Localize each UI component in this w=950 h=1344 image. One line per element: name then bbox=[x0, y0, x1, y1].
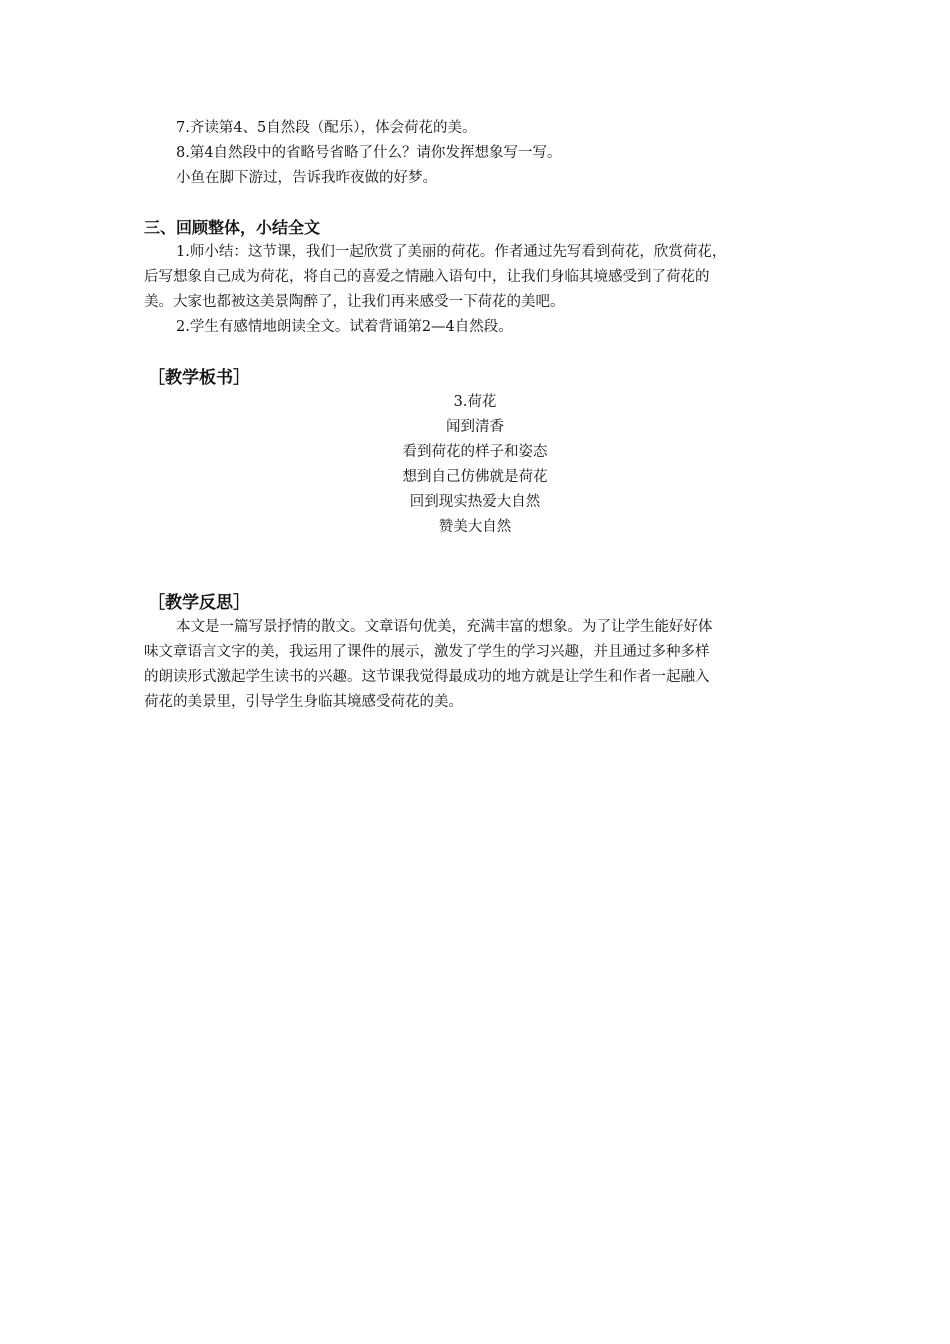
summary-item-2: 2.学生有感情地朗读全文。试着背诵第2—4自然段。 bbox=[176, 319, 513, 335]
reflection-line-4: 荷花的美景里，引导学生身临其境感受荷花的美。 bbox=[144, 694, 463, 710]
reflection-heading: ［教学反思］ bbox=[148, 593, 250, 613]
step-8-example: 小鱼在脚下游过，告诉我昨夜做的好梦。 bbox=[176, 170, 437, 186]
board-line-3: 看到荷花的样子和姿态 bbox=[402, 444, 548, 460]
reflection-line-2: 味文章语言文字的美，我运用了课件的展示，激发了学生的学习兴趣，并且通过多种多样 bbox=[144, 644, 710, 660]
step-7-text: 7.齐读第4、5自然段（配乐），体会荷花的美。 bbox=[176, 120, 477, 136]
board-line-6: 赞美大自然 bbox=[438, 519, 512, 535]
reflection-line-3: 的朗读形式激起学生读书的兴趣。这节课我觉得最成功的地方就是让学生和作者一起融入 bbox=[144, 669, 710, 685]
board-line-title: 3.荷花 bbox=[453, 394, 497, 410]
board-heading: ［教学板书］ bbox=[148, 368, 250, 388]
summary-line-1: 1.师小结：这节课，我们一起欣赏了美丽的荷花。作者通过先写看到荷花，欣赏荷花， bbox=[176, 244, 727, 260]
step-8-text: 8.第4自然段中的省略号省略了什么？请你发挥想象写一写。 bbox=[176, 145, 562, 161]
board-line-2: 闻到清香 bbox=[446, 419, 504, 435]
reflection-line-1: 本文是一篇写景抒情的散文。文章语句优美，充满丰富的想象。为了让学生能好好体 bbox=[176, 619, 713, 635]
summary-line-3: 美。大家也都被这美景陶醉了，让我们再来感受一下荷花的美吧。 bbox=[144, 294, 565, 310]
board-line-4: 想到自己仿佛就是荷花 bbox=[402, 469, 548, 485]
board-line-5: 回到现实热爱大自然 bbox=[409, 494, 541, 510]
summary-line-2: 后写想象自己成为荷花，将自己的喜爱之情融入语句中，让我们身临其境感受到了荷花的 bbox=[144, 269, 710, 285]
section-three-heading: 三、回顾整体，小结全文 bbox=[144, 218, 321, 237]
